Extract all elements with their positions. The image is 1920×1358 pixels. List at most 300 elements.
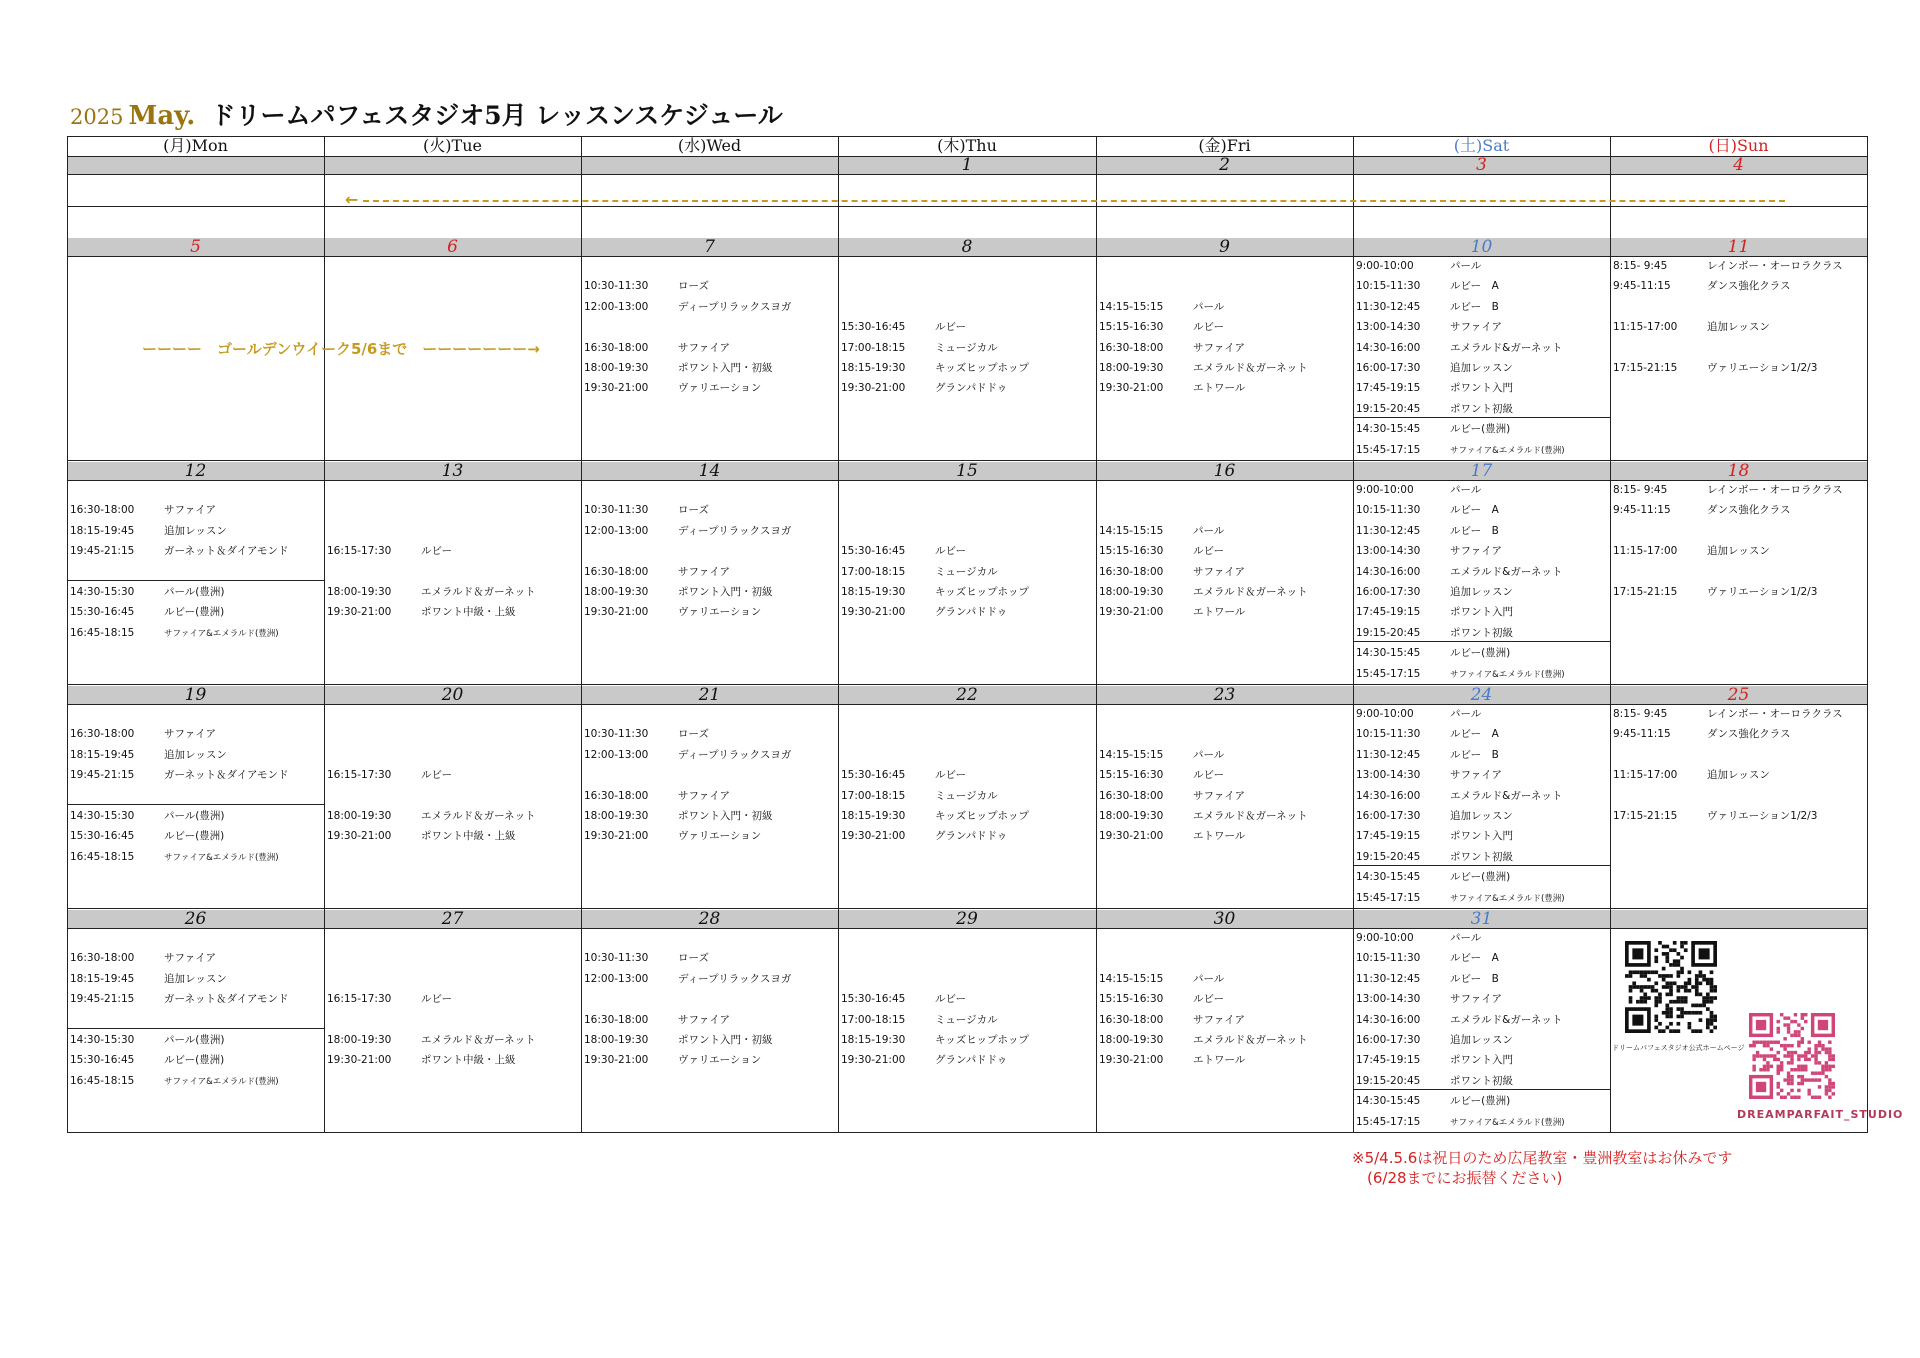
slot-time: 16:15-17:30 <box>327 545 392 558</box>
slot-time: 16:45-18:15 <box>70 850 135 863</box>
slot-time: 18:00-19:30 <box>1099 362 1164 374</box>
slot-class-name: ルビー <box>1193 769 1225 782</box>
arrow-left-icon: ← <box>345 192 359 208</box>
slot-time: 14:30-15:30 <box>70 810 135 822</box>
slot-time: 11:30-12:45 <box>1356 748 1421 761</box>
slot-time: 18:00-19:30 <box>327 810 392 822</box>
page-header <box>70 96 783 132</box>
slot-class-name: サファイア <box>1193 789 1245 802</box>
toyosu-divider <box>1353 641 1610 642</box>
weekday-header: (火)Tue <box>423 136 482 155</box>
slot-class-name: エメラルド＆ガーネット <box>421 810 536 822</box>
date-number <box>581 156 838 174</box>
slot-class-name: エトワール <box>1193 1054 1246 1067</box>
slot-time: 15:15-16:30 <box>1099 545 1164 558</box>
slot-class-name: 追加レッスン <box>164 748 227 761</box>
slot-time: 18:15-19:45 <box>70 524 135 537</box>
header-year: 2025 <box>70 105 124 129</box>
slot-time: 19:15-20:45 <box>1356 850 1421 863</box>
weekday-header: (木)Thu <box>937 136 997 155</box>
schedule-slot <box>70 1030 323 1051</box>
slot-time: 17:45-19:15 <box>1356 606 1421 619</box>
schedule-slot <box>1356 419 1609 440</box>
slot-time: 11:30-12:45 <box>1356 972 1421 985</box>
slot-class-name: ミュージカル <box>935 565 998 578</box>
schedule-slot <box>70 1050 323 1071</box>
slot-time: 16:30-18:00 <box>1099 341 1164 354</box>
slot-class-name: ヴァリエーション1/2/3 <box>1707 586 1818 598</box>
slot-time: 19:30-21:00 <box>1099 382 1164 395</box>
weekday-header: (月)Mon <box>163 136 228 155</box>
slot-class-name: サファイア <box>1450 993 1502 1006</box>
date-number: 28 <box>581 910 838 928</box>
schedule-slot <box>841 806 1095 827</box>
slot-time: 18:15-19:30 <box>841 1034 906 1046</box>
slot-time: 19:30-21:00 <box>841 830 906 843</box>
schedule-slot <box>841 338 1095 359</box>
toyosu-divider <box>1353 417 1610 418</box>
slot-class-name: ルビー(豊洲) <box>1450 1095 1511 1108</box>
schedule-slot <box>841 562 1095 583</box>
slot-time: 19:45-21:15 <box>70 545 135 558</box>
schedule-slot <box>584 745 837 766</box>
slot-class-name: パール <box>1193 972 1225 985</box>
slot-time: 15:30-16:45 <box>841 769 906 782</box>
slot-time: 19:30-21:00 <box>1099 830 1164 843</box>
slot-time: 18:15-19:30 <box>841 810 906 822</box>
slot-time: 16:00-17:30 <box>1356 810 1421 822</box>
slot-class-name: ルビー(豊洲) <box>1450 871 1511 884</box>
slot-time: 11:15-17:00 <box>1613 769 1678 782</box>
grid-line <box>1096 136 1097 1133</box>
schedule-slot <box>1613 256 1866 277</box>
slot-class-name: キッズヒップホップ <box>935 586 1029 598</box>
date-number: 21 <box>581 686 838 704</box>
slot-class-name: 追加レッスン <box>1707 321 1770 334</box>
schedule-slot <box>1099 826 1352 847</box>
slot-time: 9:00-10:00 <box>1356 260 1414 272</box>
schedule-slot <box>1356 1010 1609 1031</box>
schedule-slot <box>70 745 323 766</box>
slot-class-name: ダンス強化クラス <box>1707 504 1791 517</box>
schedule-slot <box>584 1010 837 1031</box>
schedule-slot <box>841 765 1095 786</box>
instagram-handle: DREAMPARFAIT_STUDIO <box>1737 1108 1904 1121</box>
schedule-slot <box>327 765 580 786</box>
slot-class-name: サファイア <box>1193 1013 1245 1026</box>
slot-time: 14:30-16:00 <box>1356 1013 1421 1026</box>
schedule-slot <box>70 724 323 745</box>
date-number: 26 <box>67 910 324 928</box>
schedule-slot <box>1356 541 1609 562</box>
schedule-slot <box>1613 765 1866 786</box>
weekday-header: (日)Sun <box>1708 136 1769 155</box>
slot-time: 16:00-17:30 <box>1356 362 1421 374</box>
slot-time: 19:30-21:00 <box>584 830 649 843</box>
slot-time: 13:00-14:30 <box>1356 321 1421 334</box>
date-number: 25 <box>1610 686 1867 704</box>
slot-class-name: エメラルド＆ガーネット <box>1193 810 1308 822</box>
slot-class-name: ガーネット＆ダイアモンド <box>164 769 289 782</box>
slot-time: 19:30-21:00 <box>1099 606 1164 619</box>
slot-class-name: 追加レッスン <box>1450 586 1513 598</box>
slot-class-name: ヴァリエーション1/2/3 <box>1707 362 1818 374</box>
slot-time: 15:45-17:15 <box>1356 667 1421 680</box>
slot-class-name: ルビー A <box>1450 952 1499 965</box>
schedule-slot <box>1356 786 1609 807</box>
schedule-slot <box>1356 765 1609 786</box>
slot-time: 18:15-19:30 <box>841 586 906 598</box>
slot-class-name: ルビー(豊洲) <box>1450 423 1511 436</box>
schedule-slot <box>70 582 323 603</box>
date-number <box>324 156 581 174</box>
schedule-slot <box>1613 806 1866 827</box>
slot-time: 17:45-19:15 <box>1356 1054 1421 1067</box>
slot-time: 11:30-12:45 <box>1356 300 1421 313</box>
grid-line <box>324 136 325 1133</box>
schedule-slot <box>1613 276 1866 297</box>
slot-time: 14:15-15:15 <box>1099 300 1164 313</box>
schedule-slot <box>1613 582 1866 603</box>
slot-class-name: エメラルド＆ガーネット <box>421 1034 536 1046</box>
slot-time: 15:15-16:30 <box>1099 321 1164 334</box>
slot-class-name: ルビー B <box>1450 972 1499 985</box>
schedule-slot <box>327 806 580 827</box>
toyosu-divider <box>67 804 324 805</box>
slot-class-name: グランパドドゥ <box>935 382 1008 395</box>
schedule-slot <box>1613 541 1866 562</box>
slot-class-name: ルビー(豊洲) <box>164 606 225 619</box>
slot-class-name: ルビー B <box>1450 748 1499 761</box>
slot-time: 19:30-21:00 <box>327 830 392 843</box>
slot-time: 15:15-16:30 <box>1099 769 1164 782</box>
schedule-slot <box>1356 1050 1609 1071</box>
grid-line <box>67 704 1867 705</box>
date-number: 6 <box>324 238 581 256</box>
date-number: 11 <box>1610 238 1867 256</box>
slot-class-name: エメラルド&ガーネット <box>1450 565 1563 578</box>
slot-time: 18:00-19:30 <box>1099 810 1164 822</box>
schedule-slot <box>841 1010 1095 1031</box>
slot-class-name: パール <box>1193 524 1225 537</box>
slot-class-name: サファイア&エメラルド(豊洲) <box>164 1076 279 1087</box>
slot-time: 15:30-16:45 <box>70 830 135 843</box>
slot-class-name: ディープリラックスヨガ <box>678 972 792 985</box>
schedule-slot <box>584 724 837 745</box>
slot-time: 16:30-18:00 <box>584 1013 649 1026</box>
slot-time: 16:15-17:30 <box>327 769 392 782</box>
slot-time: 10:15-11:30 <box>1356 728 1421 741</box>
slot-class-name: ポワント入門 <box>1450 606 1513 619</box>
slot-time: 15:30-16:45 <box>70 1054 135 1067</box>
schedule-slot <box>327 1030 580 1051</box>
slot-time: 17:00-18:15 <box>841 565 906 578</box>
schedule-slot <box>841 541 1095 562</box>
slot-class-name: サファイア <box>1450 769 1502 782</box>
slot-time: 9:45-11:15 <box>1613 504 1671 517</box>
slot-time: 15:45-17:15 <box>1356 891 1421 904</box>
slot-class-name: グランパドドゥ <box>935 606 1008 619</box>
slot-class-name: エメラルド&ガーネット <box>1450 1013 1563 1026</box>
schedule-slot <box>1613 317 1866 338</box>
slot-class-name: サファイア <box>678 789 730 802</box>
slot-class-name: パール(豊洲) <box>164 1034 225 1046</box>
grid-line <box>67 684 1867 685</box>
slot-class-name: サファイア&エメラルド(豊洲) <box>1450 893 1565 904</box>
slot-time: 17:00-18:15 <box>841 341 906 354</box>
slot-time: 16:30-18:00 <box>1099 1013 1164 1026</box>
schedule-slot <box>584 276 837 297</box>
slot-class-name: ルビー <box>421 545 453 558</box>
schedule-slot <box>1099 378 1352 399</box>
grid-line <box>1867 136 1868 1133</box>
page-title: ドリームパフェスタジオ5月 レッスンスケジュール <box>210 101 783 130</box>
slot-class-name: エメラルド＆ガーネット <box>1193 586 1308 598</box>
slot-time: 15:15-16:30 <box>1099 993 1164 1006</box>
schedule-slot <box>327 826 580 847</box>
schedule-slot <box>327 989 580 1010</box>
schedule-slot <box>1099 297 1352 318</box>
slot-time: 19:15-20:45 <box>1356 402 1421 415</box>
schedule-slot <box>70 847 323 868</box>
slot-time: 12:00-13:00 <box>584 748 649 761</box>
slot-time: 18:00-19:30 <box>1099 586 1164 598</box>
grid-line <box>67 460 1867 461</box>
slot-class-name: ポワント入門・初級 <box>678 586 773 598</box>
slot-class-name: ルビー <box>935 769 967 782</box>
slot-class-name: ルビー(豊洲) <box>164 830 225 843</box>
slot-class-name: サファイア <box>164 504 216 517</box>
slot-time: 14:30-15:45 <box>1356 423 1421 436</box>
schedule-slot <box>1613 724 1866 745</box>
date-number: 23 <box>1096 686 1353 704</box>
slot-class-name: パール <box>1450 484 1482 496</box>
slot-time: 13:00-14:30 <box>1356 545 1421 558</box>
schedule-slot <box>327 582 580 603</box>
schedule-slot <box>841 826 1095 847</box>
schedule-slot <box>584 1030 837 1051</box>
slot-time: 10:30-11:30 <box>584 504 649 517</box>
schedule-slot <box>1099 969 1352 990</box>
slot-time: 10:30-11:30 <box>584 728 649 741</box>
slot-class-name: ポワント入門・初級 <box>678 810 773 822</box>
slot-time: 17:15-21:15 <box>1613 810 1678 822</box>
slot-class-name: サファイア <box>1450 321 1502 334</box>
slot-class-name: サファイア&エメラルド(豊洲) <box>164 852 279 863</box>
schedule-slot <box>1099 745 1352 766</box>
schedule-slot <box>584 338 837 359</box>
schedule-slot <box>1356 989 1609 1010</box>
qr-caption: ドリームパフェスタジオ公式ホームページ <box>1612 1044 1745 1052</box>
slot-class-name: ローズ <box>678 728 709 741</box>
slot-time: 19:30-21:00 <box>584 382 649 395</box>
slot-class-name: ルビー(豊洲) <box>1450 647 1511 660</box>
slot-time: 16:15-17:30 <box>327 993 392 1006</box>
schedule-slot <box>70 826 323 847</box>
schedule-slot <box>1613 500 1866 521</box>
slot-class-name: グランパドドゥ <box>935 830 1008 843</box>
header-month: May. <box>128 101 196 131</box>
schedule-slot <box>584 786 837 807</box>
schedule-slot <box>1356 256 1609 277</box>
schedule-slot <box>1099 541 1352 562</box>
schedule-slot <box>1356 969 1609 990</box>
slot-class-name: ルビー <box>935 545 967 558</box>
slot-class-name: ガーネット＆ダイアモンド <box>164 993 289 1006</box>
date-number: 7 <box>581 238 838 256</box>
slot-time: 14:30-16:00 <box>1356 341 1421 354</box>
schedule-slot <box>327 602 580 623</box>
slot-class-name: エトワール <box>1193 606 1246 619</box>
slot-time: 19:30-21:00 <box>327 606 392 619</box>
slot-time: 12:00-13:00 <box>584 300 649 313</box>
slot-class-name: サファイア <box>1193 565 1245 578</box>
holiday-note-line1: ※5/4.5.6は祝日のため広尾教室・豊洲教室はお休みです <box>1352 1149 1733 1167</box>
slot-class-name: サファイア <box>164 728 216 741</box>
schedule-slot <box>1356 562 1609 583</box>
schedule-slot <box>70 969 323 990</box>
slot-time: 14:30-15:30 <box>70 586 135 598</box>
grid-line <box>838 136 839 1133</box>
slot-time: 9:45-11:15 <box>1613 280 1671 293</box>
grid-line <box>1353 136 1354 1133</box>
date-number: 2 <box>1096 156 1353 174</box>
holiday-note-line2: (6/28までにお振替ください) <box>1352 1169 1563 1187</box>
slot-class-name: サファイア&エメラルド(豊洲) <box>1450 669 1565 680</box>
schedule-slot <box>1099 989 1352 1010</box>
schedule-slot <box>1356 521 1609 542</box>
slot-class-name: エメラルド&ガーネット <box>1450 341 1563 354</box>
slot-time: 16:30-18:00 <box>584 789 649 802</box>
schedule-slot <box>1356 806 1609 827</box>
slot-class-name: ミュージカル <box>935 789 998 802</box>
toyosu-divider <box>1353 1089 1610 1090</box>
slot-class-name: ディープリラックスヨガ <box>678 300 792 313</box>
slot-class-name: ルビー B <box>1450 524 1499 537</box>
slot-class-name: ルビー <box>935 321 967 334</box>
slot-class-name: ルビー <box>935 993 967 1006</box>
grid-line <box>67 174 1867 175</box>
slot-time: 14:30-15:45 <box>1356 1095 1421 1108</box>
date-number <box>1610 910 1867 928</box>
slot-time: 11:15-17:00 <box>1613 321 1678 334</box>
schedule-slot <box>327 541 580 562</box>
slot-time: 19:15-20:45 <box>1356 1074 1421 1087</box>
slot-class-name: 追加レッスン <box>1450 1034 1513 1046</box>
schedule-slot <box>1099 786 1352 807</box>
grid-line <box>67 156 1867 157</box>
calendar-grid <box>67 136 1867 1133</box>
schedule-slot <box>70 806 323 827</box>
schedule-slot <box>584 806 837 827</box>
slot-class-name: ルビー <box>1193 545 1225 558</box>
toyosu-divider <box>67 580 324 581</box>
slot-time: 15:45-17:15 <box>1356 1115 1421 1128</box>
slot-class-name: ガーネット＆ダイアモンド <box>164 545 289 558</box>
slot-class-name: ルビー B <box>1450 300 1499 313</box>
slot-time: 15:30-16:45 <box>841 321 906 334</box>
date-number: 31 <box>1353 910 1610 928</box>
slot-time: 10:15-11:30 <box>1356 504 1421 517</box>
schedule-slot <box>841 317 1095 338</box>
slot-class-name: ポワント初級 <box>1450 1074 1513 1087</box>
schedule-slot <box>1099 582 1352 603</box>
schedule-slot <box>841 378 1095 399</box>
slot-time: 11:30-12:45 <box>1356 524 1421 537</box>
schedule-slot <box>1099 806 1352 827</box>
toyosu-divider <box>1353 865 1610 866</box>
slot-class-name: キッズヒップホップ <box>935 810 1029 822</box>
schedule-slot <box>70 541 323 562</box>
slot-time: 16:00-17:30 <box>1356 1034 1421 1046</box>
slot-time: 10:30-11:30 <box>584 952 649 965</box>
slot-time: 14:15-15:15 <box>1099 748 1164 761</box>
slot-time: 16:30-18:00 <box>70 952 135 965</box>
schedule-slot <box>1356 500 1609 521</box>
slot-class-name: ミュージカル <box>935 1013 998 1026</box>
slot-class-name: ポワント初級 <box>1450 626 1513 639</box>
slot-time: 14:30-15:45 <box>1356 871 1421 884</box>
slot-time: 17:45-19:15 <box>1356 830 1421 843</box>
schedule-slot <box>841 786 1095 807</box>
slot-class-name: パール(豊洲) <box>164 586 225 598</box>
slot-time: 12:00-13:00 <box>584 972 649 985</box>
schedule-slot <box>1099 562 1352 583</box>
slot-time: 19:30-21:00 <box>584 1054 649 1067</box>
schedule-slot <box>1099 602 1352 623</box>
slot-time: 17:00-18:15 <box>841 789 906 802</box>
schedule-slot <box>1356 704 1609 725</box>
schedule-slot <box>1356 480 1609 501</box>
slot-class-name: エメラルド＆ガーネット <box>421 586 536 598</box>
schedule-slot <box>1356 338 1609 359</box>
slot-time: 14:30-15:30 <box>70 1034 135 1046</box>
slot-time: 9:00-10:00 <box>1356 484 1414 496</box>
schedule-slot <box>1356 602 1609 623</box>
schedule-slot <box>1099 317 1352 338</box>
schedule-slot <box>841 358 1095 379</box>
slot-time: 16:45-18:15 <box>70 626 135 639</box>
slot-class-name: サファイア <box>1193 341 1245 354</box>
slot-time: 14:15-15:15 <box>1099 972 1164 985</box>
schedule-slot <box>1356 1112 1609 1133</box>
slot-time: 17:00-18:15 <box>841 1013 906 1026</box>
slot-class-name: ポワント中級・上級 <box>421 830 516 843</box>
slot-time: 14:30-15:45 <box>1356 647 1421 660</box>
schedule-slot <box>584 948 837 969</box>
date-number: 22 <box>838 686 1096 704</box>
slot-time: 16:30-18:00 <box>1099 789 1164 802</box>
slot-time: 19:30-21:00 <box>1099 1054 1164 1067</box>
grid-line <box>67 480 1867 481</box>
grid-line <box>67 136 68 1133</box>
slot-time: 10:15-11:30 <box>1356 280 1421 293</box>
date-number: 19 <box>67 686 324 704</box>
slot-class-name: エメラルド&ガーネット <box>1450 789 1563 802</box>
slot-time: 16:30-18:00 <box>584 565 649 578</box>
schedule-slot <box>584 562 837 583</box>
slot-time: 14:30-16:00 <box>1356 565 1421 578</box>
slot-class-name: ポワント入門 <box>1450 382 1513 395</box>
slot-time: 18:15-19:30 <box>841 362 906 374</box>
schedule-slot <box>841 1050 1095 1071</box>
slot-class-name: ポワント中級・上級 <box>421 1054 516 1067</box>
holiday-note <box>1352 1148 1732 1188</box>
schedule-slot <box>1099 1030 1352 1051</box>
slot-time: 16:00-17:30 <box>1356 586 1421 598</box>
grid-line <box>67 908 1867 909</box>
date-number <box>67 156 324 174</box>
